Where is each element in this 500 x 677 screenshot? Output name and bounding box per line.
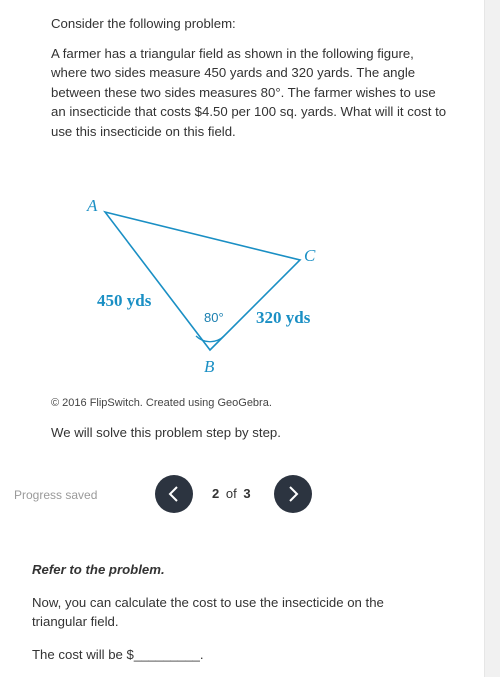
total-pages: 3 [243,486,251,501]
next-button[interactable] [274,475,312,513]
question-section [32,560,442,664]
side-bc-label: 320 yds [256,308,311,327]
angle-b-label: 80° [204,310,224,325]
pagination-bar [0,475,485,515]
chevron-right-icon [286,485,300,503]
triangle-diagram [70,187,350,387]
progress-status: Progress saved [14,488,98,502]
vertex-c-label: C [304,246,316,265]
problem-intro: Consider the following problem: [51,16,236,31]
question-heading: Refer to the problem. [32,562,165,577]
answer-prompt: The cost will be $_________. [32,646,204,662]
triangle-shape [105,212,300,350]
copyright-notice: © 2016 FlipSwitch. Created using GeoGebra. [51,397,272,409]
vertex-b-label: B [204,357,215,376]
vertex-a-label: A [87,196,98,215]
page-indicator [212,486,251,501]
problem-text: A farmer has a triangular field as shown in the following figure, where two sides measure 450 yards and 320 yards. The angle between these two sides measures 80°. The farmer wishes to use an insecticide that costs $4.50 per 100 sq. yards. What will it cost to use this insecticide on this field. [51,45,447,139]
problem-statement [51,14,451,141]
chevron-left-icon [167,485,181,503]
previous-button[interactable] [155,475,193,513]
side-ab-label: 450 yds [97,291,152,310]
page-of: of [225,486,237,501]
step-note: We will solve this problem step by step. [51,425,281,440]
current-page: 2 [212,486,220,501]
question-body: Now, you can calculate the cost to use the insecticide on the triangular field. [32,594,384,629]
scrollbar[interactable] [484,0,500,677]
triangle-figure [70,187,350,387]
